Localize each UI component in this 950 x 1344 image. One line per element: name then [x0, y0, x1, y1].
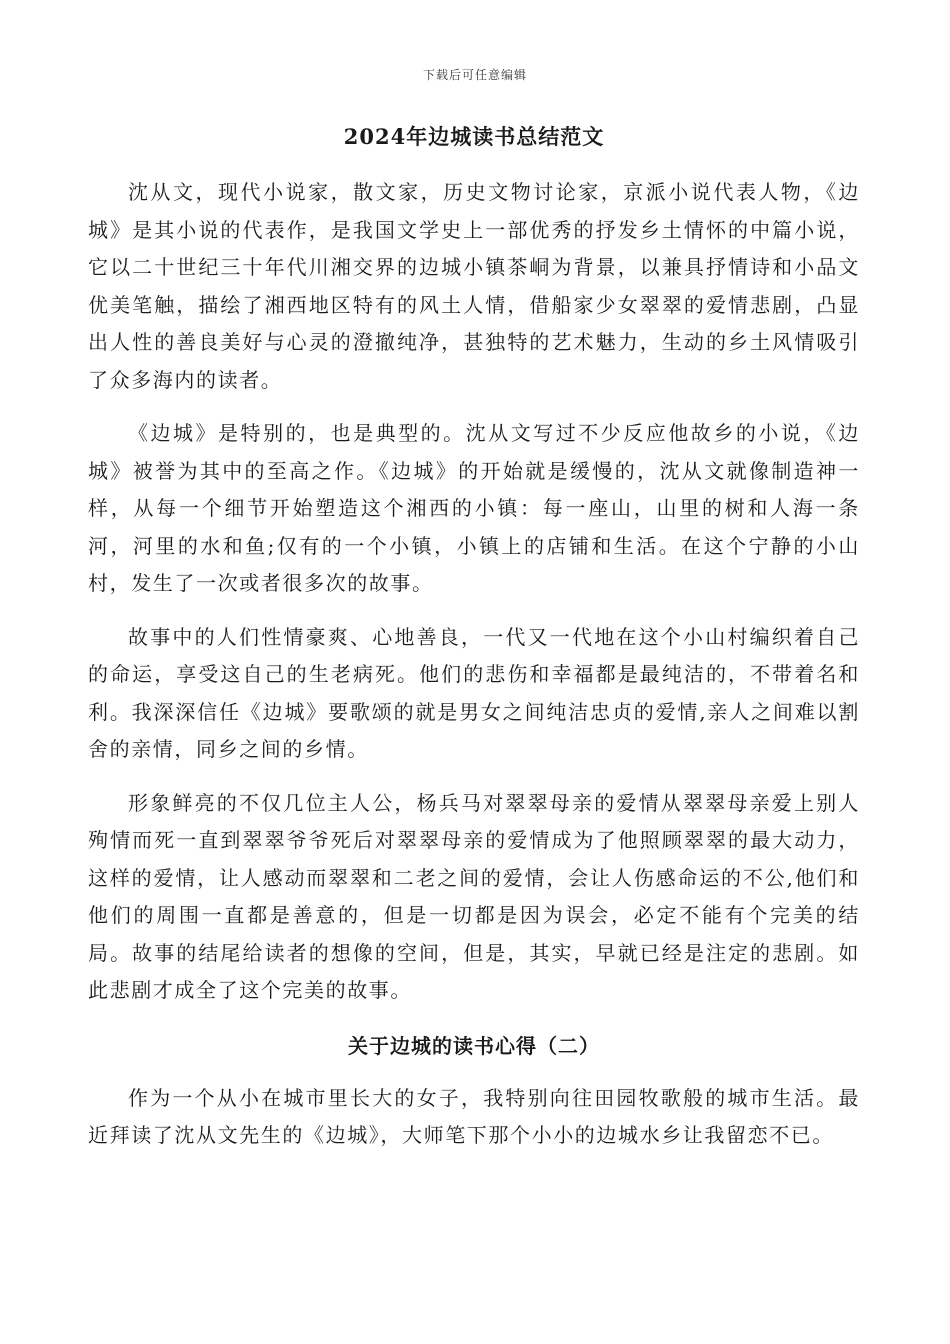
section-subtitle: 关于边城的读书心得（二） [348, 1033, 600, 1058]
paragraph: 形象鲜亮的不仅几位主人公，杨兵马对翠翠母亲的爱情从翠翠母亲爱上别人殉情而死一直到翠翠爷爷死后对翠翠母亲的爱情成为了他照顾翠翠的最大动力，这样的爱情，让人感动而翠翠和二老之间的爱情，会让人伤感命运的不公,他们和他们的周围一直都是善意的，但是一切都是因为误会，必定不能有个完美的结局。故事的结尾给读者的想像的空间，但是，其实，早就已经是注定的悲剧。如此悲剧才成全了这个完美的故事。 [88, 790, 860, 1002]
paragraph: 沈从文，现代小说家，散文家，历史文物讨论家，京派小说代表人物，《边城》是其小说的代表作，是我国文学史上一部优秀的抒发乡土情怀的中篇小说，它以二十世纪三十年代川湘交界的边城小镇茶峒为背景，以兼具抒情诗和小品文优美笔触，描绘了湘西地区特有的风土人情，借船家少女翠翠的爱情悲剧，凸显出人性的善良美好与心灵的澄撤纯净，甚独特的艺术魅力，生动的乡土风情吸引了众多海内的读者。 [88, 180, 860, 392]
header-note: 下载后可任意编辑 [422, 68, 527, 82]
paragraph: 故事中的人们性情豪爽、心地善良，一代又一代地在这个小山村编织着自己的命运，享受这自己的生老病死。他们的悲伤和幸福都是最纯洁的，不带着名和利。我深深信任《边城》要歌颂的就是男女之间纯洁忠贞的爱情,亲人之间难以割舍的亲情，同乡之间的乡情。 [88, 624, 860, 761]
paragraph: 作为一个从小在城市里长大的女子，我特别向往田园牧歌般的城市生活。最近拜读了沈从文先生的《边城》，大师笔下那个小小的边城水乡让我留恋不已。 [88, 1085, 860, 1147]
document-title: 2024年边城读书总结范文 [343, 124, 605, 149]
paragraph: 《边城》是特别的，也是典型的。沈从文写过不少反应他故乡的小说，《边城》被誉为其中的至高之作。《边城》的开始就是缓慢的，沈从文就像制造神一样，从每一个细节开始塑造这个湘西的小镇：每一座山，山里的树和人海一条河，河里的水和鱼;仅有的一个小镇，小镇上的店铺和生活。在这个宁静的小山村，发生了一次或者很多次的故事。 [88, 421, 860, 595]
document-body [88, 120, 860, 1171]
